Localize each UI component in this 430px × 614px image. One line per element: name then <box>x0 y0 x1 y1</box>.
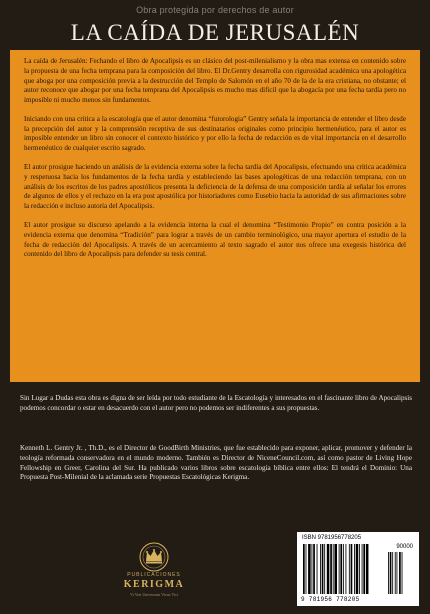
author-bio-paragraph: Kenneth L. Gentry Jr. , Th.D., es el Director de GoodBirth Ministries, que fue establecido para exponer, aplicar, promover y defender la teología reformada conservadora en el mundo moderno. También es Director de NiceneCouncil.com, así como pastor de Living Hope Fellowship en Greer, Carolina del Sur. Ha publicado varios libros sobre escatología bíblica entre ellos: El tendrá el Dominio: Una Propuesta Post-Milenial de la aclamada serie Propuestas Escatológicas Kerigma. <box>20 444 412 482</box>
publisher-tagline: Vi Veri Universum Vivus Vici <box>130 592 178 597</box>
isbn-digits: 9 781956 778205 <box>301 596 360 603</box>
price-code: 90000 <box>396 544 413 550</box>
publisher-subtitle: PUBLICACIONES <box>127 572 181 578</box>
synopsis-paragraph-1: La caída de Jerusalén: Fechando el libro de Apocalipsis es un clásico del post-milenialismo y la obra mas extensa en contenido sobre la propuesta de una fecha temprana para la composición del libro. El Dr.Gentry desarrolla con rigurosidad académica una apologética que aboga por una composición previa a la destrucción del Templo de Salomón en el año 70 de la de la era cristiana, no obstante; el autor reconoce que abogar por una fecha temprana del Apocalipsis es mucho mas dificil que la abogacía por una fecha tardía pero no imposible ni mucho menos sin fundamentos. <box>24 57 406 105</box>
synopsis-paragraph-3: El autor prosigue haciendo un análisis de la evidencia externa sobre la fecha tardía del Apocalipsis, efectuando una critica académica y respetuosa hacia los fundamentos de la fecha tardía y estableciendo las bases apologéticas de una redacción temprana, con un análisis de los escritos de los padres apostólicos presenta la deficiencia de la defensa de una composición tardía al señalar los errores de algunos de ellos y el rechazo en la era post apostólica por historiadores como Eusebio hacia la autoridad de sus afirmaciones sobre la redacción e incluso autoría del Apocalipsis. <box>24 163 406 211</box>
copyright-watermark: Obra protegida por derechos de autor <box>136 5 294 15</box>
synopsis-panel <box>10 50 420 382</box>
publisher-logo <box>112 540 196 604</box>
barcode-bars-icon <box>302 544 414 596</box>
synopsis-paragraph-4: El autor prosigue su discurso apelando a la evidencia interna la cual el denomina “Testimonio Propio” en contra posición a la evidencia externa que denomina “Tradición” para lograr a través de un cambio terminológico, una mayor apertura el estudio de la fecha de redacción del Apocalipsis. A través de un acercamiento al texto sagrado el autor nos ofrece una exegesis histórica del contenido del libro de Apocalipsis para defender su tesis central. <box>24 220 406 259</box>
crown-emblem-icon <box>112 540 196 574</box>
publisher-name: KERIGMA <box>123 579 185 590</box>
recommendation-paragraph: Sin Lugar a Dudas esta obra es digna de ser leída por todo estudiante de la Escatología y interesados en el fascinante libro de Apocalipsis podemos concordar o estar en desacuerdo con el autor pero no podemos ser indiferentes a sus propuestas. <box>20 394 412 412</box>
isbn-label: ISBN 9781956778205 <box>302 535 362 541</box>
book-title: LA CAÍDA DE JERUSALÉN <box>70 20 360 45</box>
synopsis-paragraph-2: Iniciando con una critica a la escatología que el autor denomina “futorologia” Gentry señala la importancia de entender el libro desde la precepción del autor y la comprensión receptiva de sus destinatarios originales como principio hermenéutico, para el autor es imposible entender un libro sin conocer el contexto histórico y por ello la fecha de redacción es de vital importancia en el desarrollo hermenéutico de cualquier escrito sagrado. <box>24 114 406 153</box>
isbn-barcode <box>297 532 419 606</box>
